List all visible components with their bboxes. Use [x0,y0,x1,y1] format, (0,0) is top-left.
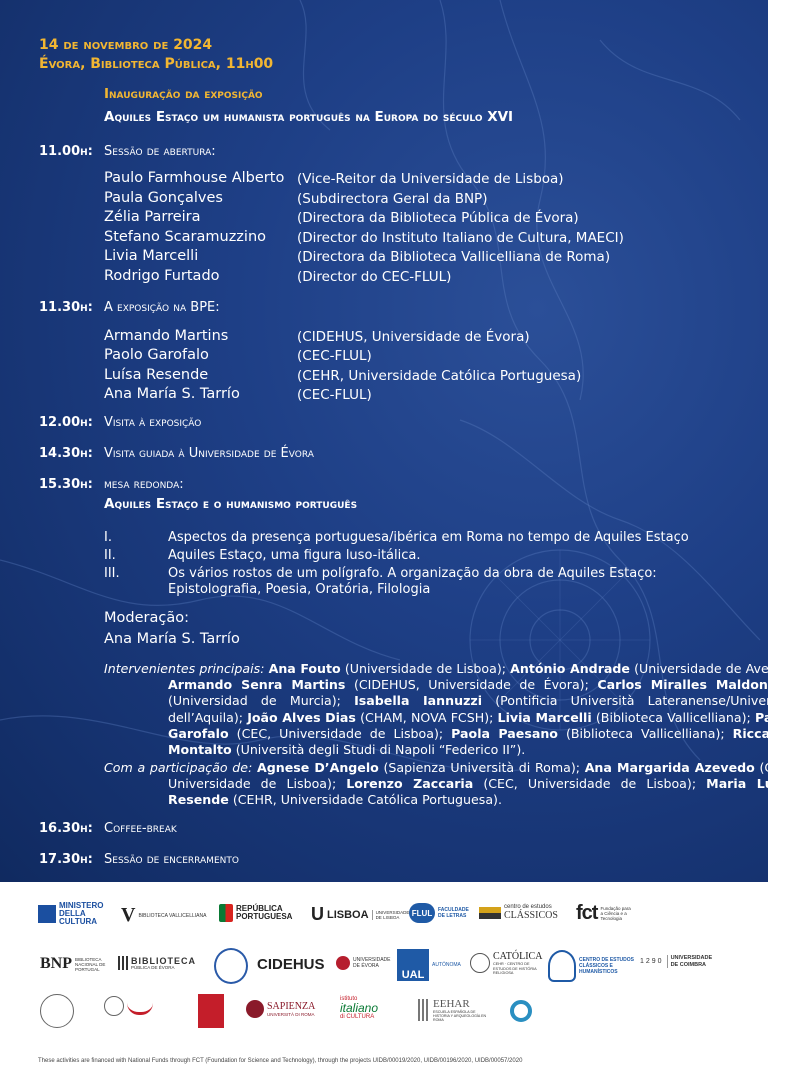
funding-footnote: These activities are financed with National Funds through FCT (Foundation for Science and Technology), through the projects UIDB/00019/2020, UIDB/00196/2020, UIDB/00057/2020 [38,1058,523,1064]
exhibition-title: Aquiles Estaço um humanista português na Europa do século XVI [104,109,514,125]
roundtable-title: Aquiles Estaço e o humanismo português [104,496,358,512]
participant-affiliation: (CEHR, Universidade Católica Portuguesa). [232,792,502,808]
speaker-affiliation: (Università degli Studi di Napoli “Federico II”). [235,742,526,758]
vallicelliana-text: BIBLIOTECA VALLICELLIANA [138,912,207,919]
istituto-italiano-cultura-logo [340,996,378,1021]
event-venue: Évora, Biblioteca Pública, 11h00 [39,56,274,72]
speaker-name: Paulo Farmhouse Alberto [104,170,285,186]
speaker-name: Ana Fouto [268,661,341,676]
opening-label: Sessão de abertura: [104,144,216,159]
crest-logo [214,948,248,984]
speaker-role: (CEC-FLUL) [297,387,372,403]
speaker-role: (Directora da Biblioteca Pública de Évora) [297,210,579,226]
speaker-name: Riccardo Montalto [168,725,794,758]
participant-name: Maria Luísa Resende [168,776,794,808]
eehar-columns-icon [418,999,430,1021]
main-speakers-paragraph: Intervenientes principais: Ana Fouto (Universidade de Lisboa); António Andrade (Universidade de Aveiro); Armando Senra Martins (CIDEHUS, Universidade de Évora); Carlos Miralles Maldonado (Universidad de Murcia); Isabella Iannuzzi (Pontificia Università Lateranense/Università dell’Aquila); João Alves Dias (CHAM, NOVA FCSH); Livia Marcelli (Biblioteca Vallicelliana); Paolo Garofalo (CEC, Universidade de Lisboa); Paola Paesano (Biblioteca Vallicelliana); Riccardo Montalto (Università degli Studi di Napoli “Federico II”). [104,661,794,758]
closing-label: Sessão de encerramento [104,852,239,867]
ulisboa-u-icon: U [311,904,324,924]
speaker-name: Armando Senra Martins [168,677,346,693]
participant-affiliation: (CEC, Universidade de Lisboa) [168,760,794,792]
participants-paragraph: Com a participação de: Agnese D’Angelo (Sapienza Università di Roma); Ana Margarida Azevedo (CEC, Universidade de Lisboa); Lorenzo Zaccaria (CEC, Universidade de Lisboa); Maria Luísa Resende (CEHR, Universidade Católica Portuguesa). [104,760,794,808]
portugal-flag-icon [219,904,233,922]
catolica-logo [470,951,545,976]
moderator-name: Ana María S. Tarrío [104,631,240,647]
sponsor-logos [0,882,768,1086]
seal-icon [104,996,124,1016]
guided-visit-label: Visita guiada à Universidade de Évora [104,446,314,461]
speaker-affiliation: (Universidade de Aveiro) [634,661,790,676]
lisboa-text: LISBOA [327,908,369,921]
republica-text: REPÚBLICA PORTUGUESA [236,904,293,921]
time-roundtable: 15.30h: [39,477,93,492]
speaker-name: António Andrade [510,661,630,676]
red-shield-icon [198,994,224,1028]
speaker-name: Paola Paesano [451,725,558,741]
ministero-cultura-logo [38,902,107,926]
flul-logo [409,903,468,923]
speaker-role: (Vice-Reitor da Universidade de Lisboa) [297,171,564,187]
participant-name: Agnese D’Angelo [256,760,379,775]
topic-number: I. [104,530,112,545]
eehar-sub-text: ESCUELA ESPAÑOLA DE HISTORIA Y ARQUEOLOGÍA EN ROMA [433,1010,487,1023]
speaker-name: Paolo Garofalo [168,709,794,741]
catolica-text: CATÓLICA [493,951,543,962]
ual-sub-text: AUTÓNOMA [432,962,461,968]
eehar-logo [418,998,493,1023]
ual-badge: UAL [397,949,429,981]
cech-emblem-icon [548,950,576,982]
speaker-affiliation: (CHAM, NOVA FCSH) [360,709,490,725]
republica-portuguesa-logo [219,904,294,922]
bnp-sub-text: BIBLIOTECA NACIONAL DE PORTUGAL [75,956,106,972]
red-ribbon-logo [104,996,153,1016]
red-swoosh-icon [127,998,153,1015]
cech-text: CENTRO DE ESTUDOS CLÁSSICOS E HUMANÍSTICOS [579,957,635,975]
time-guided-visit: 14.30h: [39,446,93,461]
cidehus-logo [257,956,325,973]
participant-name: Lorenzo Zaccaria [346,776,474,792]
cultura-text: di CULTURA [340,1014,375,1020]
coimbra-year-text: 1290 [640,957,664,965]
speaker-affiliation: (Universidad de Murcia) [168,693,337,709]
bnp-text: BNP [40,955,72,972]
universidade-lisboa-logo [311,904,410,925]
topic-number: III. [104,566,120,581]
ual-logo [397,949,461,981]
time-opening: 11.00h: [39,144,93,159]
classicos-top-text: centro de estudos [504,904,552,910]
exhibition-label: A exposição na BPE: [104,300,220,315]
time-exhibition: 11.30h: [39,300,93,315]
speaker-name: Livia Marcelli [497,709,592,725]
vallicelliana-logo [121,904,206,927]
coffee-label: Coffee-break [104,821,177,836]
speaker-role: (Directora da Biblioteca Vallicelliana de Roma) [297,249,611,265]
time-visit: 12.00h: [39,415,93,430]
centro-estudos-classicos-humanisticos-logo [548,950,635,982]
topic-text: Os vários rostos de um polígrafo. A organização da obra de Aquiles Estaço: [168,566,657,581]
blue-ring-icon [510,1000,532,1022]
speaker-role: (Director do CEC-FLUL) [297,269,452,285]
topic-number: II. [104,548,116,563]
time-closing: 17.30h: [39,852,93,867]
inauguration-heading: Inauguração da exposição [104,86,263,102]
eehar-text: EEHAR [433,998,470,1010]
participation-label: Com a participação de [104,760,249,775]
visit-label: Visita à exposição [104,415,202,430]
vatican-seal-icon [40,994,74,1028]
speaker-name: Ana María S. Tarrío [104,386,240,402]
topic-text: Aspectos da presença portuguesa/ibérica em Roma no tempo de Aquiles Estaço [168,530,689,545]
italiano-text: italiano [340,1001,379,1015]
speaker-role: (CEC-FLUL) [297,348,372,364]
speaker-affiliation: (Universidade de Lisboa) [344,661,502,676]
ministero-emblem-icon [38,905,56,923]
roundtable-label: mesa redonda: [104,477,184,492]
speaker-name: Stefano Scaramuzzino [104,229,267,245]
classicos-columns-icon [479,907,501,919]
bpe-sub-text: PÚBLICA DE ÉVORA [131,964,175,970]
catolica-sub-text: CEHR · CENTRO DE ESTUDOS DE HISTÓRIA RELIGIOSA [493,962,537,975]
universidade-coimbra-logo [640,955,721,968]
uevora-emblem-icon [336,956,350,970]
speaker-affiliation: (Biblioteca Vallicelliana) [565,725,721,741]
uevora-text: UNIVERSIDADE DE ÉVORA [353,957,391,969]
speaker-name: Luísa Resende [104,367,209,383]
main-speakers-label: Intervenientes principais [104,661,261,676]
bpe-books-icon [118,956,128,970]
ministero-text: MINISTERO DELLA CULTURA [59,901,104,926]
topic-text-continued: Epistolografia, Poesia, Oratória, Filologia [168,582,431,597]
coimbra-text: UNIVERSIDADE DE COIMBRA [667,955,721,968]
bnp-logo [40,955,109,973]
vatican-library-logo [40,994,74,1028]
crest-emblem-icon [214,948,248,984]
red-emblem-logo [198,994,224,1028]
speaker-affiliation: (CIDEHUS, Universidade de Évora) [353,677,585,693]
topic-text: Aquiles Estaço, uma figura luso-itálica. [168,548,421,563]
sapienza-text: SAPIENZA [267,1001,316,1012]
speaker-name: João Alves Dias [247,709,356,725]
moderation-label: Moderação: [104,610,189,626]
vallicelliana-v-icon: V [121,904,136,926]
participant-name: Ana Margarida Azevedo [584,760,755,775]
speaker-name: Isabella Iannuzzi [354,693,483,709]
participant-affiliation: (CEC, Universidade de Lisboa) [483,776,692,792]
time-coffee: 16.30h: [39,821,93,836]
sapienza-emblem-icon [246,1000,264,1018]
speaker-role: (CEHR, Universidade Católica Portuguesa) [297,368,582,384]
biblioteca-evora-logo [118,956,196,970]
speaker-affiliation: (Pontificia Università Lateranense/Università dell’Aquila) [168,693,794,725]
speaker-role: (CIDEHUS, Universidade de Évora) [297,329,530,345]
classicos-text: CLÁSSICOS [504,910,558,921]
speaker-role: (Director do Instituto Italiano de Cultura, MAECI) [297,230,624,246]
catolica-emblem-icon [470,953,490,973]
speaker-affiliation: (Biblioteca Vallicelliana) [595,709,747,725]
event-date: 14 de novembro de 2024 [39,37,213,53]
sapienza-logo [246,1000,315,1018]
bpe-text: BIBLIOTECA [131,955,196,966]
speaker-name: Rodrigo Furtado [104,268,220,284]
universidade-evora-logo [336,956,391,970]
cidehus-text: CIDEHUS [257,956,325,973]
speaker-name: Livia Marcelli [104,248,199,264]
speaker-name: Paula Gonçalves [104,190,223,206]
istituto-text: istituto [340,996,358,1002]
centro-estudos-classicos-logo [479,904,558,921]
speaker-name: Paolo Garofalo [104,347,209,363]
fct-sub-text: Fundação para a Ciência e a Tecnologia [600,906,631,921]
sapienza-sub-text: UNIVERSITÀ DI ROMA [267,1012,315,1017]
speaker-affiliation: (CEC, Universidade de Lisboa) [236,725,439,741]
fct-text: fct [576,902,598,924]
lisboa-sub-text: UNIVERSIDADE DE LISBOA [372,910,410,920]
participant-affiliation: (Sapienza Università di Roma) [383,760,576,775]
speaker-name: Armando Martins [104,328,229,344]
speaker-role: (Subdirectora Geral da BNP) [297,191,488,207]
speaker-name: Carlos Miralles Maldonado [597,677,794,693]
fct-logo [576,902,634,925]
blue-ring-logo [510,1000,532,1022]
flul-sub-text: FACULDADE DE LETRAS [438,907,469,919]
flul-badge: FLUL [409,903,435,923]
speaker-name: Zélia Parreira [104,209,201,225]
